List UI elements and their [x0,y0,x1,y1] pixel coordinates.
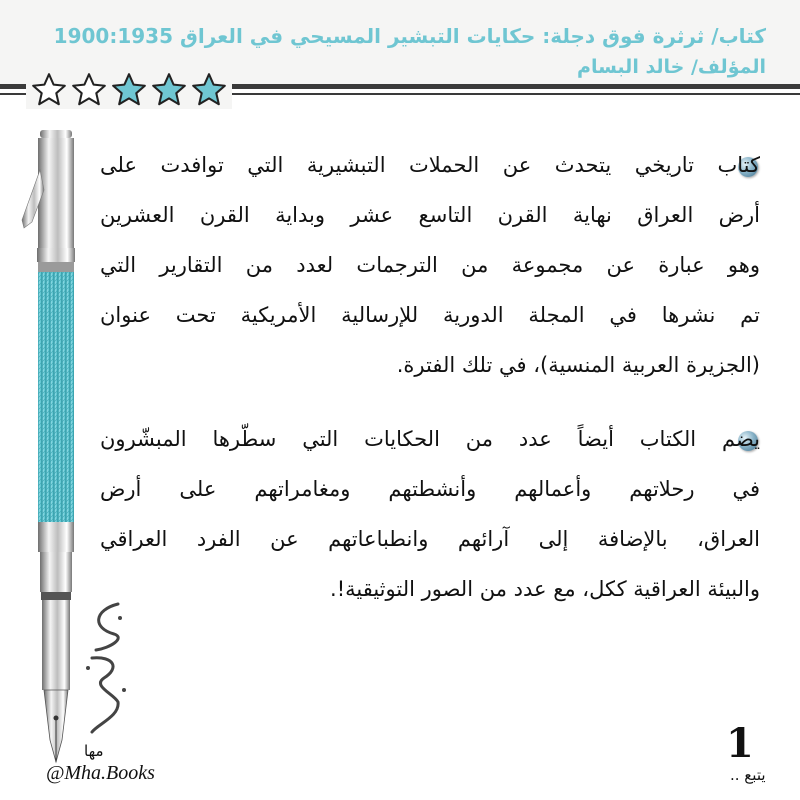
description-paragraph-2 [100,414,760,614]
paragraph-line: أرض العراق نهاية القرن التاسع عشر وبداية القرن العشرين [100,203,760,227]
fountain-pen-icon [10,130,82,770]
paragraph-line: (الجزيرة العربية المنسية)، في تلك الفترة. [396,353,760,377]
continued-label: يتبع .. [730,766,766,784]
signature-mark [74,598,134,738]
book-title: كتاب/ ثرثرة فوق دجلة: حكايات التبشير المسيحي في العراق 1900:1935 [53,24,766,48]
description-paragraph-1 [100,140,760,390]
page-number: 1 [726,720,754,767]
star-icon [30,71,68,109]
star-icon [190,71,228,109]
star-rating [26,71,232,109]
paragraph-line: يضم الكتاب أيضاً عدد من الحكايات التي سطّرها المبشّرون [100,427,760,451]
book-author: المؤلف/ خالد البسام [577,56,766,78]
social-handle: @Mha.Books [46,762,155,784]
paragraph-line: وهو عبارة عن مجموعة من الترجمات لعدد من التقارير التي [100,253,760,277]
paragraph-line: في رحلاتهم وأعمالهم وأنشطتهم ومغامراتهم على أرض [100,477,760,501]
star-icon [110,71,148,109]
paragraph-line: تم نشرها في المجلة الدورية للإرسالية الأمريكية تحت عنوان [100,303,760,327]
paragraph-line: العراق، بالإضافة إلى آرائهم وانطباعاتهم عن الفرد العراقي [100,527,760,551]
user-name: مها [84,742,104,760]
star-icon [70,71,108,109]
star-icon [150,71,188,109]
paragraph-line: والبيئة العراقية ككل، مع عدد من الصور التوثيقية!. [330,577,760,601]
paragraph-line: كتاب تاريخي يتحدث عن الحملات التبشيرية التي توافدت على [100,153,760,177]
